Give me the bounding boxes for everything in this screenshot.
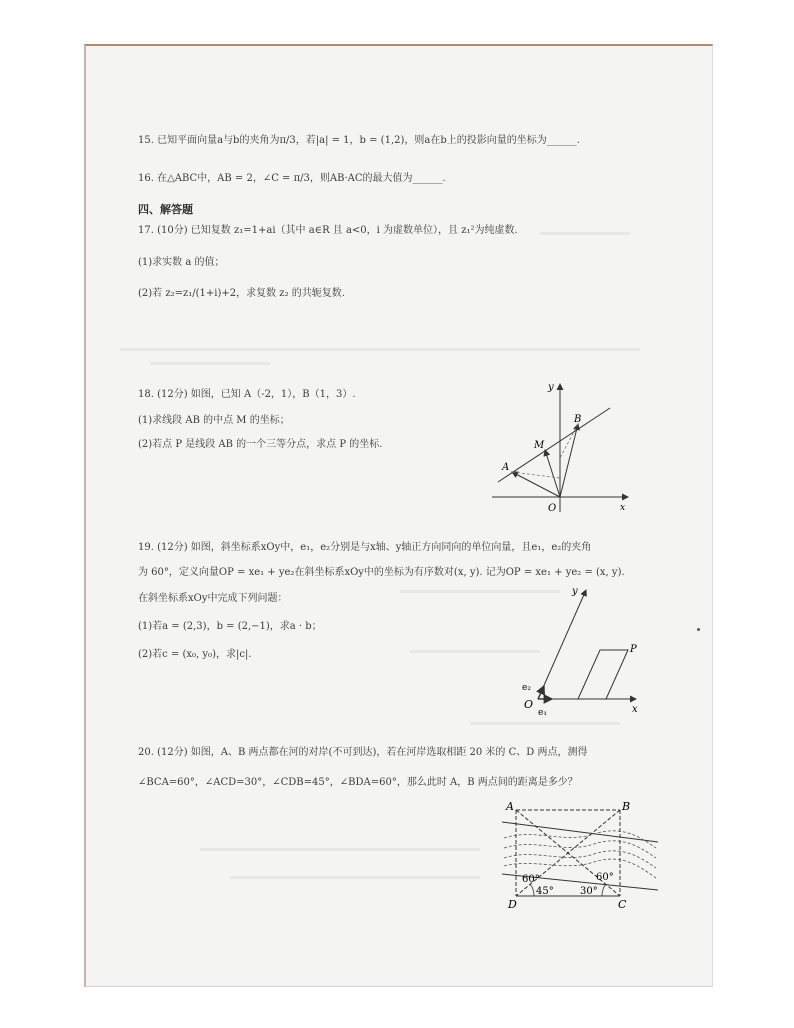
angle-label-45: 45° [536, 886, 554, 897]
far-bank [502, 822, 658, 842]
label-y: y [548, 382, 554, 393]
question-19-part-2: (2)若c = (x₀, y₀)，求|c|. [138, 649, 252, 660]
question-18-part-2: (2)若点 P 是线段 AB 的一个三等分点，求点 P 的坐标. [138, 439, 383, 450]
bleed-through-mark [540, 232, 630, 235]
question-17-part-2: (2)若 z₂=z₁/(1+i)+2，求复数 z₂ 的共轭复数. [138, 288, 345, 299]
y-axis [538, 590, 586, 699]
bleed-through-mark [470, 722, 620, 725]
question-19-part-1: (1)若a = (2,3)，b = (2,−1)，求a · b； [138, 621, 322, 632]
label-y: y [572, 586, 578, 597]
question-18-stem: 18. (12分) 如图，已知 A（-2，1），B（1，3）. [138, 389, 356, 400]
speck [697, 628, 700, 631]
water-line [504, 841, 656, 858]
bleed-through-mark [120, 348, 640, 351]
angle-arc [542, 692, 546, 699]
question-20-line-1: 20. (12分) 如图，A、B 两点都在河的对岸(不可到达)，若在河岸选取相距 20 米的 C、D 两点，测得 [138, 747, 588, 758]
label-e2: e₂ [522, 683, 531, 693]
label-b: B [622, 800, 631, 813]
label-m: M [534, 440, 545, 451]
label-p: P [630, 644, 637, 655]
parallelogram [578, 650, 628, 699]
angle-label-60-left: 60° [522, 874, 540, 885]
bleed-through-mark [230, 876, 480, 879]
label-x: x [620, 503, 626, 513]
label-d: D [508, 898, 517, 911]
question-19-line-2: 为 60°，定义向量OP = xe₁ + ye₂在斜坐标系xOy中的坐标为有序数对(x, y). 记为OP = xe₁ + ye₂ = (x, y). [138, 567, 625, 578]
angle-label-30: 30° [580, 886, 598, 897]
bleed-through-mark [200, 848, 480, 851]
question-15: 15. 已知平面向量a与b的夹角为π/3，若|a| = 1，b = (1,2)，则a在b上的投影向量的坐标为______. [138, 135, 580, 146]
question-19-line-3: 在斜坐标系xOy中完成下列问题： [138, 593, 288, 604]
question-20-figure [494, 800, 664, 912]
question-20-line-2: ∠BCA=60°，∠ACD=30°，∠CDB=45°，∠BDA=60°，那么此时 A，B 两点间的距离是多少？ [138, 777, 578, 788]
bleed-through-mark [150, 362, 270, 365]
angle-label-60-right: 60° [596, 872, 614, 883]
question-18-figure [488, 378, 638, 516]
label-a: A [502, 462, 510, 473]
label-o: O [524, 698, 534, 711]
label-o: O [548, 503, 557, 514]
angle-arc-d [530, 884, 534, 896]
label-a: A [506, 800, 514, 813]
question-19-line-1: 19. (12分) 如图，斜坐标系xOy中，e₁，e₂分别是与x轴、y轴正方向同向的单位向量，且e₁，e₂的夹角 [138, 542, 592, 553]
section-heading: 四、解答题 [138, 203, 193, 216]
guide-b [560, 424, 578, 458]
question-17-stem: 17. (10分) 已知复数 z₁=1+ai（其中 a∈R 且 a<0，i 为虚数单位），且 z₁²为纯虚数. [138, 225, 518, 236]
label-b: B [574, 414, 582, 425]
label-c: C [618, 898, 627, 911]
angle-arc-c [602, 884, 606, 896]
question-17-part-1: (1)求实数 a 的值； [138, 257, 225, 268]
question-19-figure [516, 584, 646, 720]
label-x: x [632, 704, 638, 715]
line-ab [498, 408, 610, 482]
question-18-part-1: (1)求线段 AB 的中点 M 的坐标； [138, 415, 290, 426]
label-e1: e₁ [538, 708, 547, 718]
question-16: 16. 在△ABC中，AB = 2，∠C = π/3，则AB·AC的最大值为______. [138, 173, 446, 184]
water-line [504, 831, 656, 848]
